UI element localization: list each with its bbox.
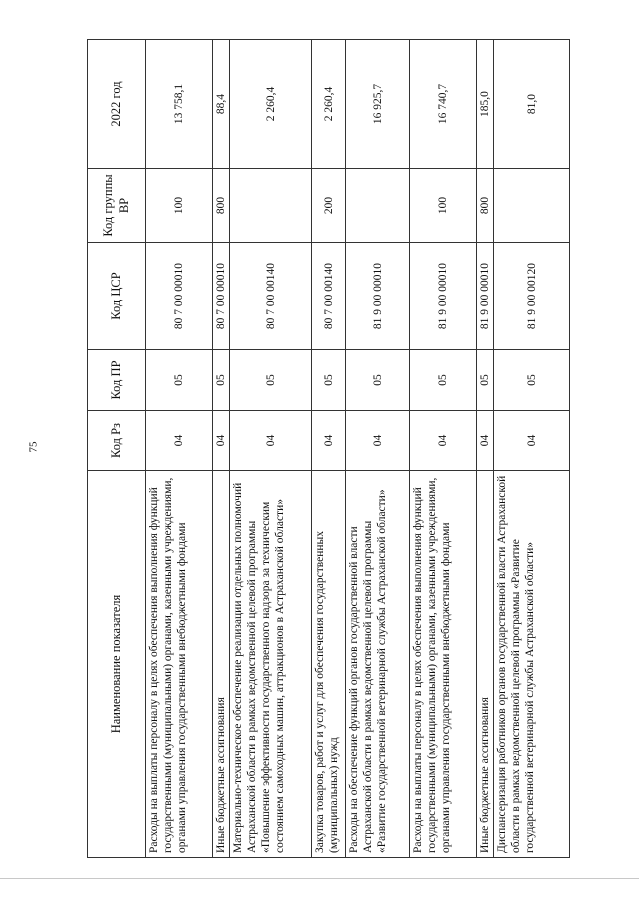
table-row xyxy=(494,40,570,858)
row-rz: 04 xyxy=(230,411,312,471)
row-name: Расходы на выплаты персоналу в целях обеспечения выполнения функций государственными (муниципальными) органами, казенными учреждениями, органами управления государственными внебюджетными фондами xyxy=(146,471,213,858)
row-value: 185,0 xyxy=(477,40,494,169)
row-value: 2 260,4 xyxy=(230,40,312,169)
table-row xyxy=(230,40,312,858)
row-csr: 81 9 00 00010 xyxy=(477,243,494,350)
row-pr: 05 xyxy=(230,350,312,411)
row-rz: 04 xyxy=(346,411,410,471)
row-name: Материально-техническое обеспечение реализации отдельных полномочий Астраханской области в рамках ведомственной целевой программы «Повышение эффективности государственного надзора за техническим состоянием самоходных машин, аттракционов в Астраханской области» xyxy=(230,471,312,858)
row-csr: 81 9 00 00010 xyxy=(410,243,477,350)
row-name: Расходы на выплаты персоналу в целях обеспечения выполнения функций государственными (муниципальными) органами, казенными учреждениями, органами управления государственными внебюджетными фондами xyxy=(410,471,477,858)
row-value: 16 740,7 xyxy=(410,40,477,169)
row-vr: 800 xyxy=(213,169,230,243)
row-rz: 04 xyxy=(494,411,570,471)
table-row xyxy=(213,40,230,858)
row-pr: 05 xyxy=(312,350,346,411)
row-csr: 81 9 00 00120 xyxy=(494,243,570,350)
row-pr: 05 xyxy=(346,350,410,411)
row-vr xyxy=(230,169,312,243)
row-value: 16 925,7 xyxy=(346,40,410,169)
row-csr: 80 7 00 00140 xyxy=(312,243,346,350)
row-vr xyxy=(346,169,410,243)
page-number: 75 xyxy=(27,441,40,453)
row-rz: 04 xyxy=(477,411,494,471)
header-csr: Код ЦСР xyxy=(88,243,146,350)
row-pr: 05 xyxy=(494,350,570,411)
bottom-rule xyxy=(0,878,639,879)
rotated-table-container xyxy=(87,40,570,858)
table-row xyxy=(346,40,410,858)
row-vr: 200 xyxy=(312,169,346,243)
row-value: 13 758,1 xyxy=(146,40,213,169)
row-csr: 81 9 00 00010 xyxy=(346,243,410,350)
row-csr: 80 7 00 00010 xyxy=(213,243,230,350)
table-row xyxy=(410,40,477,858)
table-row xyxy=(477,40,494,858)
table-row xyxy=(146,40,213,858)
row-csr: 80 7 00 00010 xyxy=(146,243,213,350)
row-name: Иные бюджетные ассигнования xyxy=(477,471,494,858)
row-vr xyxy=(494,169,570,243)
table-row xyxy=(312,40,346,858)
row-pr: 05 xyxy=(213,350,230,411)
row-vr: 800 xyxy=(477,169,494,243)
row-pr: 05 xyxy=(410,350,477,411)
row-name: Расходы на обеспечение функций органов государственной власти Астраханской области в рамках ведомственной целевой программы «Развитие государственной ветеринарной службы Астраханской области» xyxy=(346,471,410,858)
row-value: 81,0 xyxy=(494,40,570,169)
row-value: 88,4 xyxy=(213,40,230,169)
header-rz: Код Рз xyxy=(88,411,146,471)
header-year: 2022 год xyxy=(88,40,146,169)
row-value: 2 260,4 xyxy=(312,40,346,169)
budget-table xyxy=(87,39,570,858)
header-vr: Код группы ВР xyxy=(88,169,146,243)
row-pr: 05 xyxy=(146,350,213,411)
row-csr: 80 7 00 00140 xyxy=(230,243,312,350)
row-name: Закупка товаров, работ и услуг для обеспечения государственных (муниципальных) нужд xyxy=(312,471,346,858)
row-rz: 04 xyxy=(312,411,346,471)
header-pr: Код ПР xyxy=(88,350,146,411)
row-name: Иные бюджетные ассигнования xyxy=(213,471,230,858)
row-rz: 04 xyxy=(213,411,230,471)
row-vr: 100 xyxy=(146,169,213,243)
row-pr: 05 xyxy=(477,350,494,411)
row-rz: 04 xyxy=(146,411,213,471)
table-header-row xyxy=(88,40,146,858)
row-name: Диспансеризация работников органов государственной власти Астраханской области в рамках ведомственной целевой программы «Развитие государственной ветеринарной службы Астраханской области» xyxy=(494,471,570,858)
header-name: Наименование показателя xyxy=(88,471,146,858)
row-vr: 100 xyxy=(410,169,477,243)
row-rz: 04 xyxy=(410,411,477,471)
